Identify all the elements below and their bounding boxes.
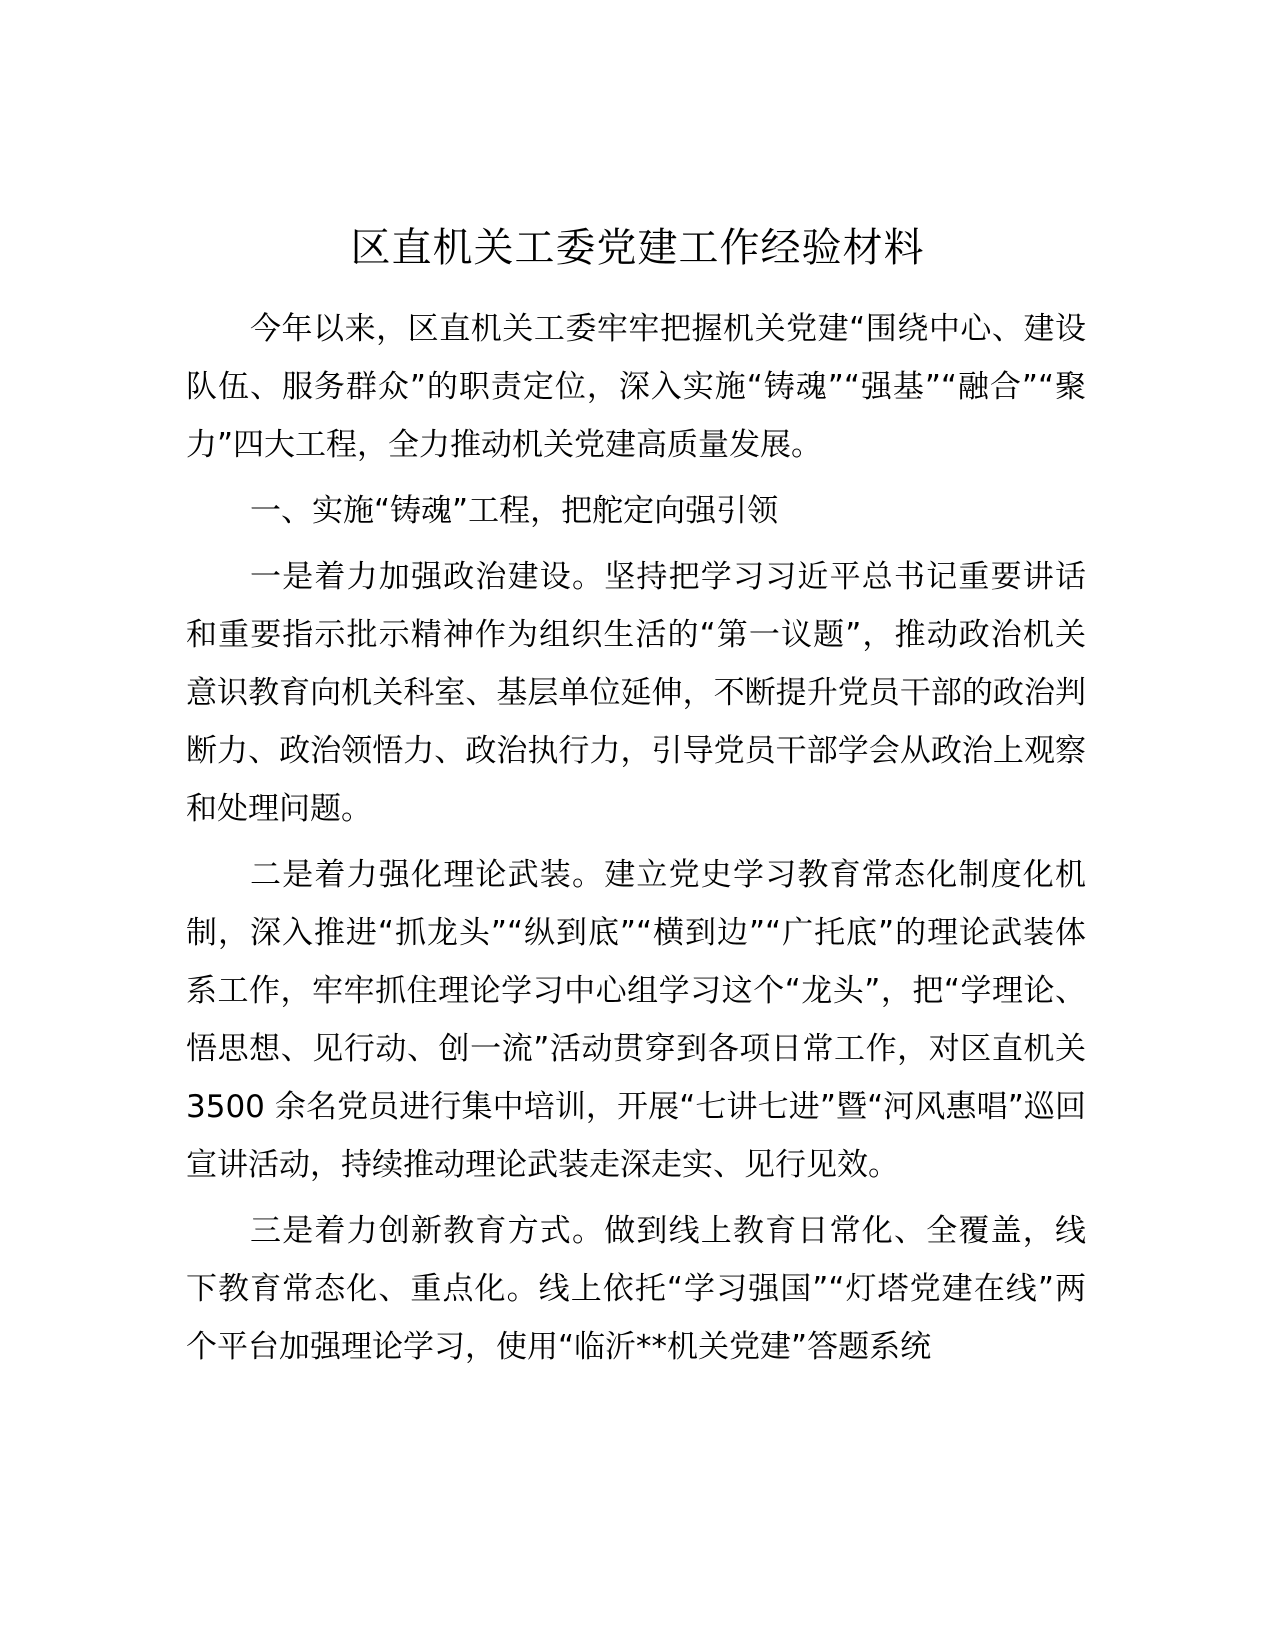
intro-paragraph: 今年以来，区直机关工委牢牢把握机关党建“围绕中心、建设队伍、服务群众”的职责定位，深入实施“铸魂”“强基”“融合”“聚力”四大工程，全力推动机关党建高质量发展。 [186, 311, 1086, 463]
document-body [186, 300, 1086, 1384]
paragraph-education-methods: 三是着力创新教育方式。做到线上教育日常化、全覆盖，线下教育常态化、重点化。线上依托“学习强国”“灯塔党建在线”两个平台加强理论学习，使用“临沂**机关党建”答题系统 [186, 1213, 1086, 1365]
section-heading-1: 一、实施“铸魂”工程，把舵定向强引领 [250, 493, 779, 529]
paragraph-theory-armament: 二是着力强化理论武装。建立党史学习教育常态化制度化机制，深入推进“抓龙头”“纵到底”“横到边”“广托底”的理论武装体系工作，牢牢抓住理论学习中心组学习这个“龙头”，把“学理论、悟思想、见行动、创一流”活动贯穿到各项日常工作，对区直机关 3500 余名党员进行集中培训，开展“七讲七进”暨“河风惠唱”巡回宣讲活动，持续推动理论武装走深走实、见行见效。 [186, 857, 1086, 1183]
document-title: 区直机关工委党建工作经验材料 [350, 225, 925, 271]
paragraph-political-building: 一是着力加强政治建设。坚持把学习习近平总书记重要讲话和重要指示批示精神作为组织生活的“第一议题”，推动政治机关意识教育向机关科室、基层单位延伸，不断提升党员干部的政治判断力、政治领悟力、政治执行力，引导党员干部学会从政治上观察和处理问题。 [186, 559, 1086, 827]
